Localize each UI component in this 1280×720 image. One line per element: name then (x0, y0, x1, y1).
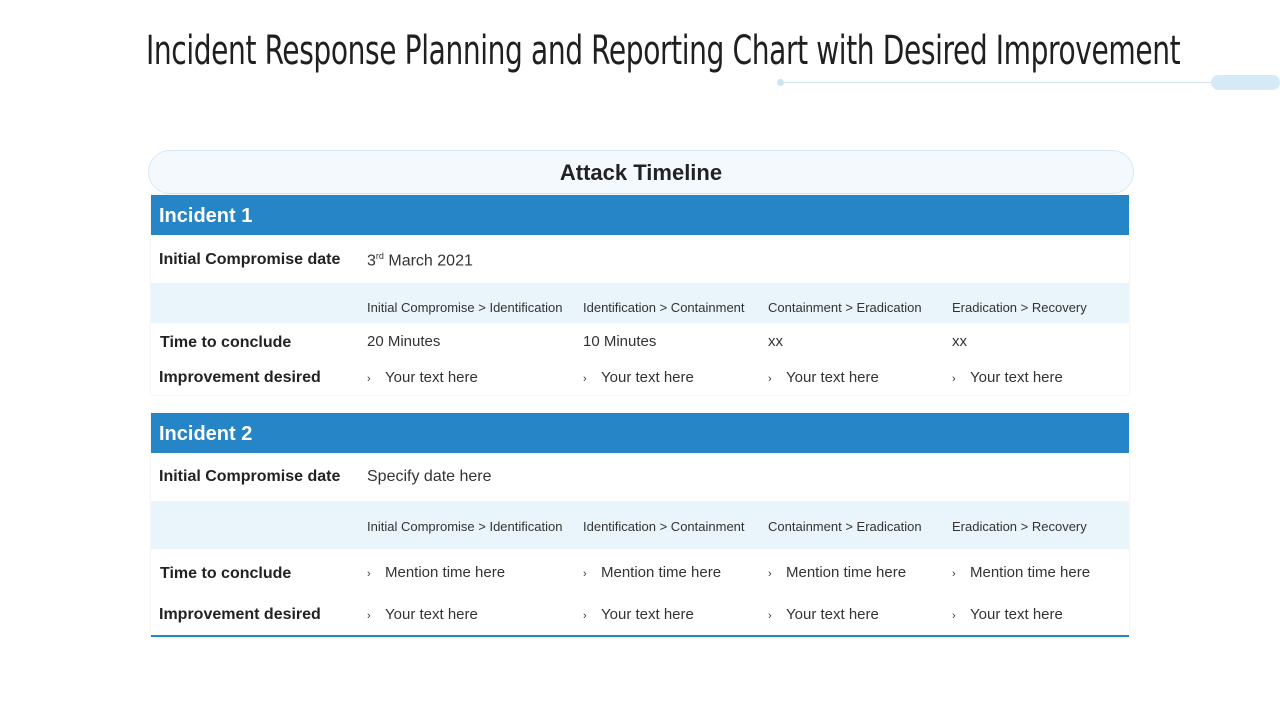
time-value: 10 Minutes (583, 333, 657, 350)
improvement-item: › Your text here (768, 606, 879, 623)
chevron-right-icon: › (583, 568, 587, 580)
improvement-item: › Your text here (768, 369, 879, 386)
chevron-right-icon: › (367, 610, 371, 622)
phase-row (151, 501, 1129, 549)
improvement-item: › Your text here (952, 606, 1063, 623)
chevron-right-icon: › (952, 610, 956, 622)
compromise-row (151, 453, 1129, 501)
phase-header: Initial Compromise > Identification (367, 519, 563, 534)
improvement-row (151, 359, 1129, 395)
time-label: Time to conclude (160, 334, 292, 351)
improvement-item: › Your text here (583, 369, 694, 386)
time-row (151, 549, 1129, 593)
improvement-label: Improvement desired (159, 369, 321, 386)
chevron-right-icon: › (367, 568, 371, 580)
compromise-row (151, 235, 1129, 283)
chevron-right-icon: › (768, 610, 772, 622)
improvement-item: › Your text here (952, 369, 1063, 386)
chevron-right-icon: › (952, 568, 956, 580)
page-title: Incident Response Planning and Reporting Chart with Desired Improvement (146, 28, 1181, 74)
chevron-right-icon: › (952, 373, 956, 385)
phase-header: Containment > Eradication (768, 519, 922, 534)
incident-title: Incident 2 (151, 413, 1129, 453)
time-item: › Mention time here (367, 564, 506, 581)
incident-card-2 (151, 413, 1129, 637)
improvement-row (151, 593, 1129, 633)
chevron-right-icon: › (367, 373, 371, 385)
phase-header: Eradication > Recovery (952, 519, 1087, 534)
time-value: 20 Minutes (367, 333, 441, 350)
time-value: xx (768, 333, 783, 350)
chevron-right-icon: › (768, 373, 772, 385)
chevron-right-icon: › (583, 610, 587, 622)
phase-header: Identification > Containment (583, 300, 745, 315)
improvement-item: › Your text here (583, 606, 694, 623)
timeline-header: Attack Timeline (148, 150, 1134, 194)
chevron-right-icon: › (768, 568, 772, 580)
phase-row (151, 283, 1129, 323)
improvement-label: Improvement desired (159, 606, 321, 623)
time-value: xx (952, 333, 967, 350)
phase-header: Containment > Eradication (768, 300, 922, 315)
incident-title: Incident 1 (151, 195, 1129, 235)
time-item: › Mention time here (768, 564, 907, 581)
improvement-item: › Your text here (367, 369, 478, 386)
compromise-label: Initial Compromise date (159, 468, 341, 485)
time-label: Time to conclude (160, 565, 292, 582)
time-item: › Mention time here (952, 564, 1091, 581)
phase-header: Initial Compromise > Identification (367, 300, 563, 315)
compromise-value: Specify date here (367, 468, 492, 485)
time-row (151, 323, 1129, 359)
phase-header: Eradication > Recovery (952, 300, 1087, 315)
decorative-pill (1211, 75, 1280, 90)
chevron-right-icon: › (583, 373, 587, 385)
phase-header: Identification > Containment (583, 519, 745, 534)
compromise-label: Initial Compromise date (159, 251, 341, 268)
improvement-item: › Your text here (367, 606, 478, 623)
decorative-line (781, 82, 1211, 83)
incident-card-1 (151, 195, 1129, 395)
compromise-value: 3rd March 2021 (367, 251, 473, 270)
time-item: › Mention time here (583, 564, 722, 581)
